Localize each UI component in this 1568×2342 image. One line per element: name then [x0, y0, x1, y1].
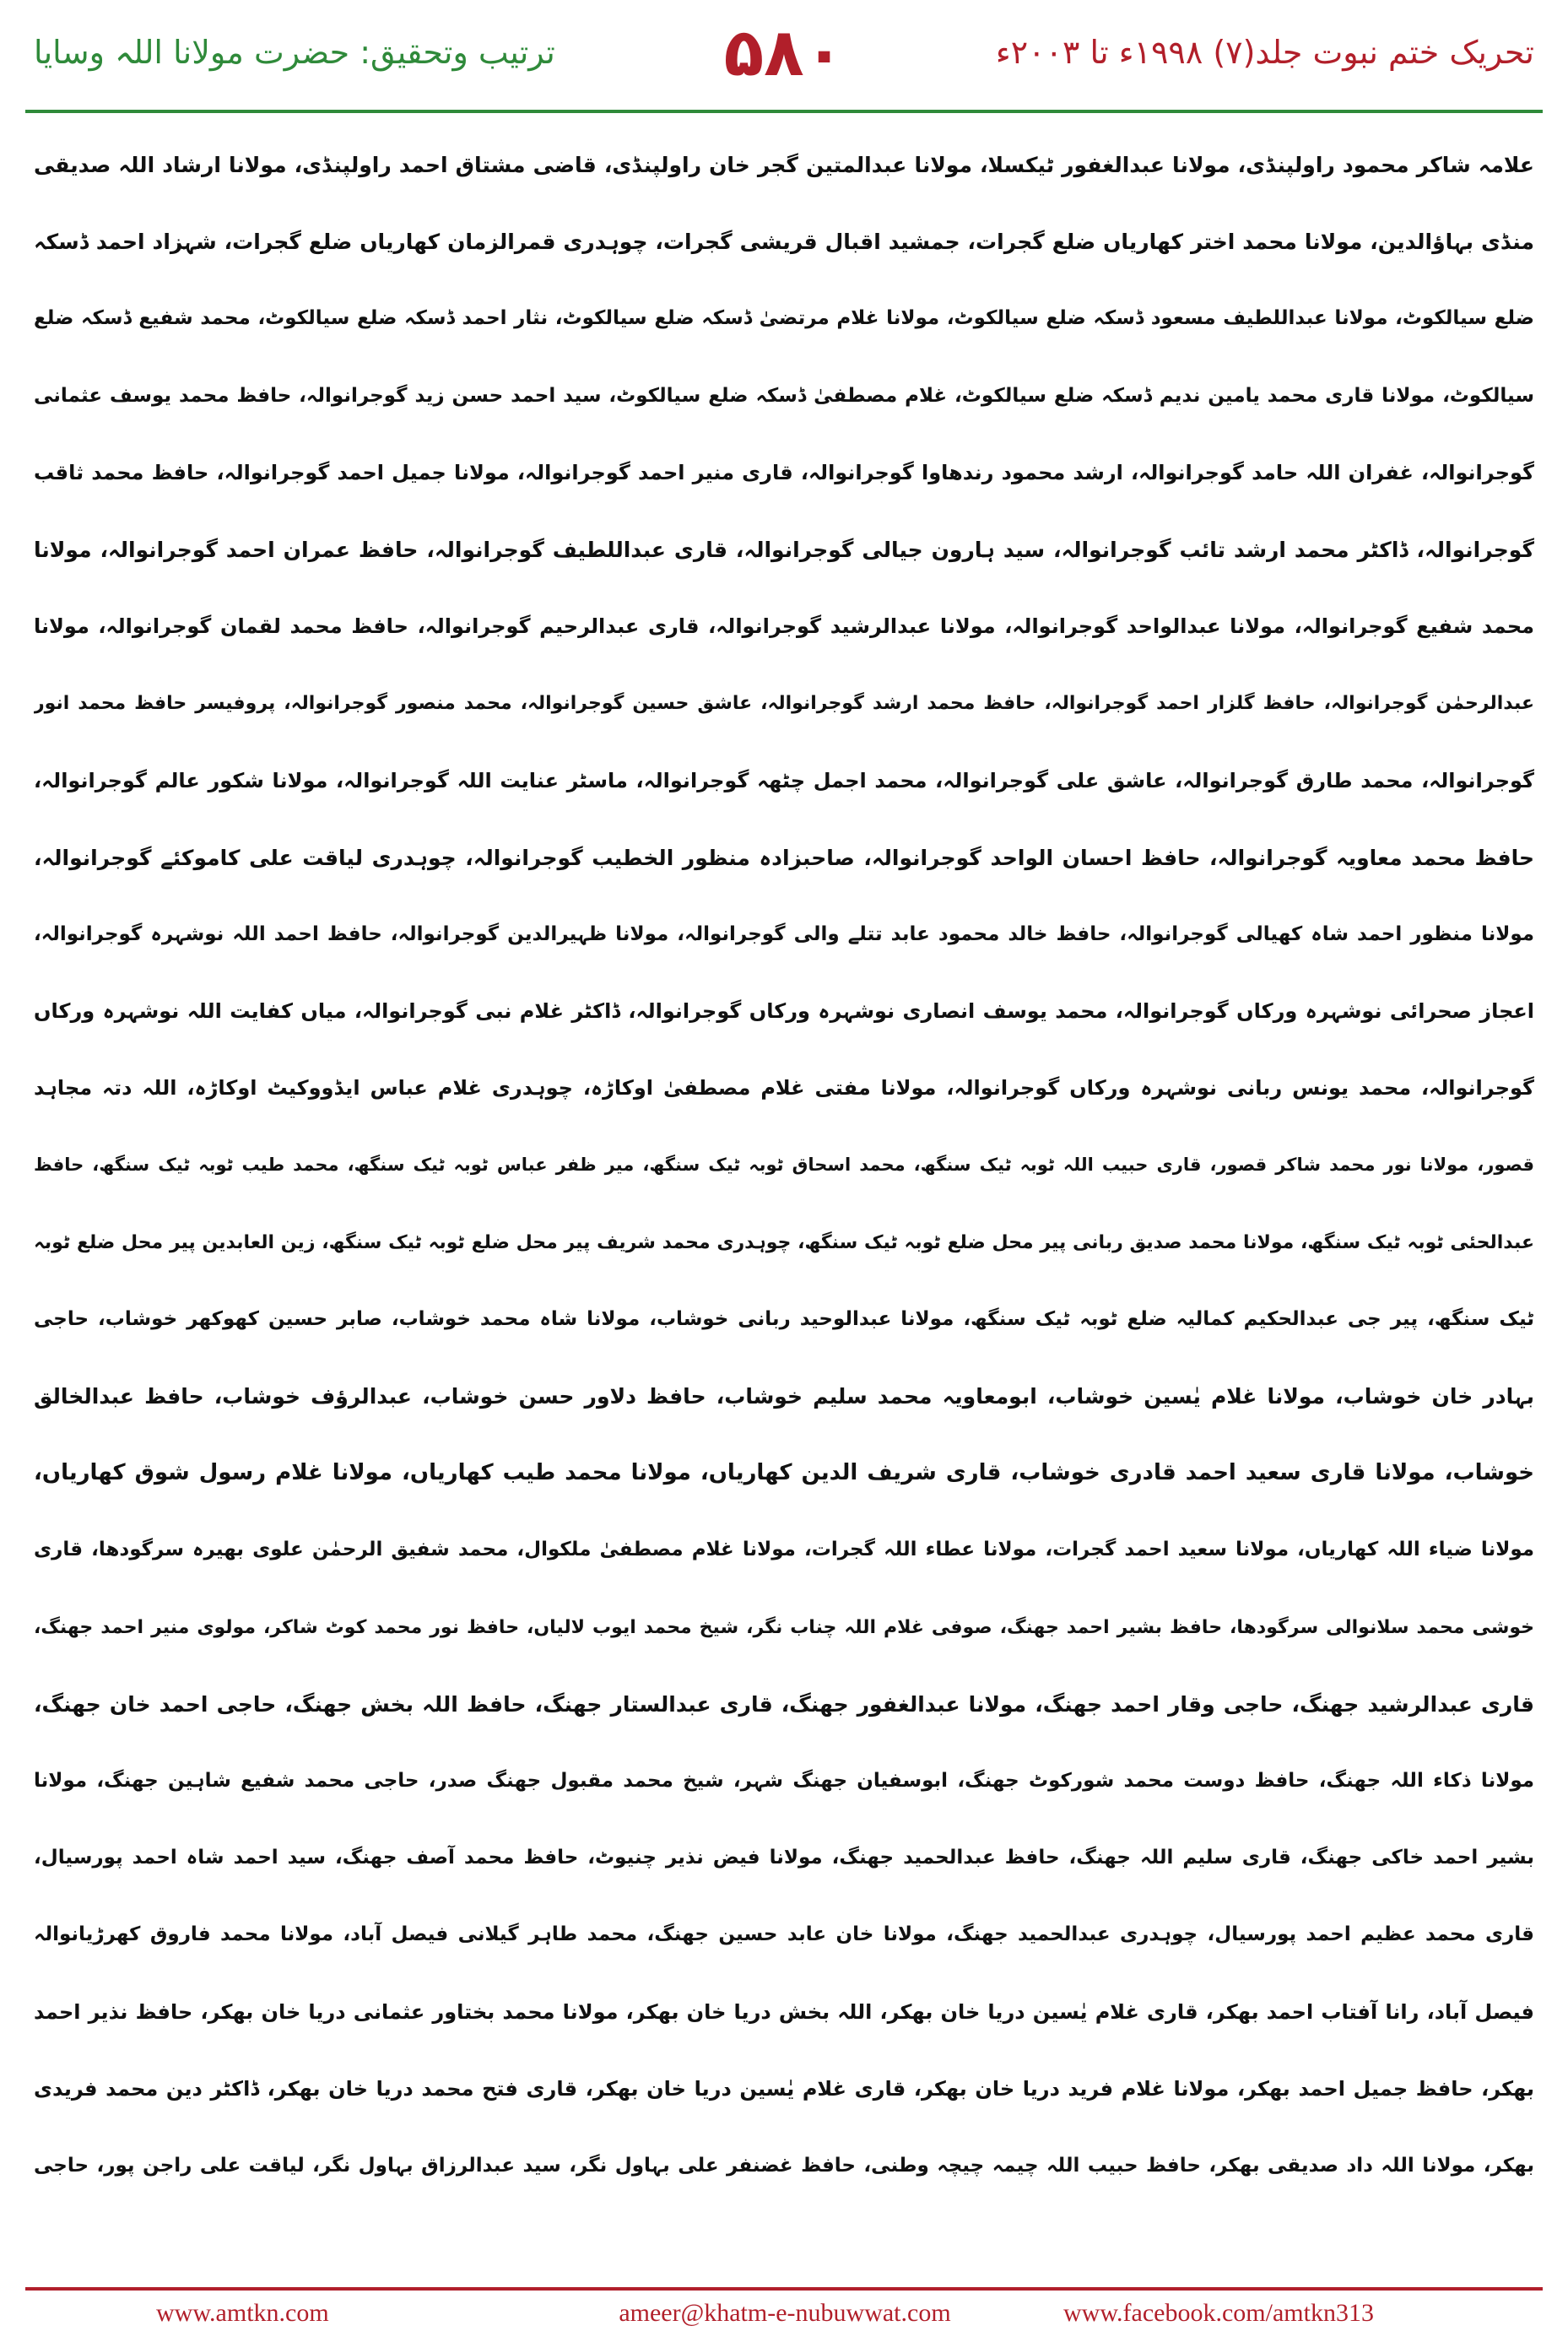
text-line: مولانا ذکاء اللہ جھنگ، حافظ دوست محمد شورکوٹ جھنگ، ابوسفیان جھنگ شہر، شیخ محمد مقبول جھنگ صدر، حاجی محمد شفیع شاہین جھنگ، مولانا: [34, 1769, 1534, 1792]
text-line: بھکر، مولانا اللہ داد صدیقی بھکر، حافظ حبیب اللہ چیمہ چیچہ وطنی، حافظ غضنفر علی بہاول نگر، سید عبدالرزاق بہاول نگر، لیاقت علی راجن پور، حاجی: [34, 2154, 1534, 2177]
text-line: خوشاب، مولانا قاری سعید احمد قادری خوشاب، قاری شریف الدین کھاریاں، مولانا محمد طیب کھاریاں، مولانا غلام رسول شوق کھاریاں،: [34, 1460, 1534, 1486]
page-header: [0, 0, 1568, 127]
header-divider: [25, 110, 1543, 113]
text-line: بہادر خان خوشاب، مولانا غلام یٰسین خوشاب، ابومعاویہ محمد سلیم خوشاب، حافظ دلاور حسن خوشاب، عبدالرؤف خوشاب، حافظ عبدالخالق: [34, 1384, 1534, 1409]
text-line: بشیر احمد خاکی جھنگ، قاری سلیم اللہ جھنگ، حافظ عبدالحمید جھنگ، مولانا فیض نذیر چنیوٹ، حافظ محمد آصف جھنگ، سید احمد شاہ احمد پورسیال،: [34, 1847, 1534, 1869]
compiler-credit: ترتیب وتحقیق: حضرت مولانا اللہ وسایا: [34, 34, 555, 71]
text-line: حافظ محمد معاویہ گوجرانوالہ، حافظ احسان الواحد گوجرانوالہ، صاحبزادہ منظور الخطیب گوجرانوالہ، چوہدری لیاقت علی کاموکئے گوجرانوالہ،: [34, 845, 1534, 870]
text-line: بھکر، حافظ جمیل احمد بھکر، مولانا غلام فرید دریا خان بھکر، قاری غلام یٰسین دریا خان بھکر، قاری فتح محمد دریا خان بھکر، ڈاکٹر دین محمد فریدی: [34, 2076, 1534, 2101]
text-line: عبدالرحمٰن گوجرانوالہ، حافظ گلزار احمد گوجرانوالہ، حافظ محمد ارشد گوجرانوالہ، عاشق حسین گوجرانوالہ، محمد منصور گوجرانوالہ، پروفیسر حافظ محمد انور: [34, 693, 1534, 715]
text-line: ٹیک سنگھ، پیر جی عبدالحکیم کمالیہ ضلع ٹوبہ ٹیک سنگھ، مولانا عبدالوحید ربانی خوشاب، مولانا شاہ محمد خوشاب، صابر حسین کھوکھر خوشاب، حاجی: [34, 1307, 1534, 1330]
page-number: ۵۸۰: [723, 15, 845, 91]
text-line: محمد شفیع گوجرانوالہ، مولانا عبدالواحد گوجرانوالہ، مولانا عبدالرشید گوجرانوالہ، قاری عبدالرحیم گوجرانوالہ، حافظ محمد لقمان گوجرانوالہ، مولانا: [34, 614, 1534, 639]
text-line: عبدالحئی ٹوبہ ٹیک سنگھ، مولانا محمد صدیق ربانی پیر محل ضلع ٹوبہ ٹیک سنگھ، چوہدری محمد شریف پیر محل ضلع ٹوبہ ٹیک سنگھ، زین العابدین پیر محل ضلع ٹوبہ: [34, 1231, 1534, 1253]
text-line: قاری عبدالرشید جھنگ، حاجی وقار احمد جھنگ، مولانا عبدالغفور جھنگ، قاری عبدالستار جھنگ، حافظ اللہ بخش جھنگ، حاجی احمد خان جھنگ،: [34, 1691, 1534, 1717]
text-line: گوجرانوالہ، محمد طارق گوجرانوالہ، عاشق علی گوجرانوالہ، محمد اجمل چٹھہ گوجرانوالہ، ماسٹر عنایت اللہ گوجرانوالہ، مولانا شکور عالم گوجرانوالہ،: [34, 768, 1534, 792]
page-footer: [0, 2287, 1568, 2342]
text-line: ضلع سیالکوٹ، مولانا عبداللطیف مسعود ڈسکہ ضلع سیالکوٹ، مولانا غلام مرتضیٰ ڈسکہ ضلع سیالکوٹ، نثار احمد ڈسکہ ضلع سیالکوٹ، محمد شفیع ڈسکہ ضلع: [34, 307, 1534, 330]
website-link[interactable]: www.amtkn.com: [156, 2299, 329, 2327]
text-line: علامہ شاکر محمود راولپنڈی، مولانا عبدالغفور ٹیکسلا، مولانا عبدالمتین گجر خان راولپنڈی، قاضی مشتاق احمد راولپنڈی، مولانا ارشاد اللہ صدیقی: [34, 153, 1534, 177]
text-line: فیصل آباد، رانا آفتاب احمد بھکر، قاری غلام یٰسین دریا خان بھکر، اللہ بخش دریا خان بھکر، مولانا محمد بختاور عثمانی دریا خان بھکر، حافظ نذیر احمد: [34, 1999, 1534, 2024]
text-line: اعجاز صحرائی نوشہرہ ورکاں گوجرانوالہ، محمد یوسف انصاری نوشہرہ ورکاں گوجرانوالہ، ڈاکٹر غلام نبی گوجرانوالہ، میاں کفایت اللہ نوشہرہ ورکاں: [34, 999, 1534, 1024]
facebook-link[interactable]: www.facebook.com/amtkn313: [1063, 2299, 1374, 2327]
text-line: گوجرانوالہ، محمد یونس ربانی نوشہرہ ورکاں گوجرانوالہ، مولانا مفتی غلام مصطفیٰ اوکاڑہ، چوہدری غلام عباس ایڈووکیٹ اوکاڑہ، اللہ دتہ مجاہد: [34, 1076, 1534, 1101]
footer-divider: [25, 2287, 1543, 2291]
body-text: [34, 127, 1534, 2220]
book-title: تحریک ختم نبوت جلد(۷) ۱۹۹۸ء تا ۲۰۰۳ء: [995, 34, 1534, 71]
text-line: منڈی بہاؤالدین، مولانا محمد اختر کھاریاں ضلع گجرات، جمشید اقبال قریشی گجرات، چوہدری قمرالزمان کھاریاں ضلع گجرات، شہزاد احمد ڈسکہ: [34, 230, 1534, 255]
text-line: گوجرانوالہ، غفران اللہ حامد گوجرانوالہ، ارشد محمود رندھاوا گوجرانوالہ، قاری منیر احمد گوجرانوالہ، مولانا جمیل احمد گوجرانوالہ، حافظ محمد ثاقب: [34, 460, 1534, 484]
text-line: مولانا ضیاء اللہ کھاریاں، مولانا سعید احمد گجرات، مولانا عطاء اللہ گجرات، مولانا غلام مصطفیٰ ملکوال، محمد شفیق الرحمٰن علوی بھیرہ سرگودھا، قاری: [34, 1539, 1534, 1561]
text-line: سیالکوٹ، مولانا قاری محمد یامین ندیم ڈسکہ ضلع سیالکوٹ، غلام مصطفیٰ ڈسکہ ضلع سیالکوٹ، سید احمد حسن زید گوجرانوالہ، حافظ محمد یوسف عثمانی: [34, 384, 1534, 407]
text-line: خوشی محمد سلانوالی سرگودھا، حافظ بشیر احمد جھنگ، صوفی غلام اللہ چناب نگر، شیخ محمد ایوب لالیاں، حافظ نور محمد کوٹ شاکر، مولوی منیر احمد جھنگ،: [34, 1616, 1534, 1638]
text-line: قصور، مولانا نور محمد شاکر قصور، قاری حبیب اللہ ٹوبہ ٹیک سنگھ، محمد اسحاق ٹوبہ ٹیک سنگھ، میر ظفر عباس ٹوبہ ٹیک سنگھ، محمد طیب ٹوبہ ٹیک سنگھ، حافظ: [34, 1155, 1534, 1176]
text-line: گوجرانوالہ، ڈاکٹر محمد ارشد تائب گوجرانوالہ، سید ہارون جیالی گوجرانوالہ، قاری عبداللطیف گوجرانوالہ، حافظ عمران احمد گوجرانوالہ، مولانا: [34, 537, 1534, 562]
email-link[interactable]: ameer@khatm-e-nubuwwat.com: [619, 2299, 951, 2327]
text-line: مولانا منظور احمد شاہ کھیالی گوجرانوالہ، حافظ خالد محمود عابد تتلے والی گوجرانوالہ، مولانا ظہیرالدین گوجرانوالہ، حافظ احمد اللہ نوشہرہ گوجرانوالہ،: [34, 922, 1534, 945]
text-line: قاری محمد عظیم احمد پورسیال، چوہدری عبدالحمید جھنگ، مولانا خان عابد حسین جھنگ، محمد طاہر گیلانی فیصل آباد، مولانا محمد فاروق کھرڑیانوالہ: [34, 1923, 1534, 1946]
